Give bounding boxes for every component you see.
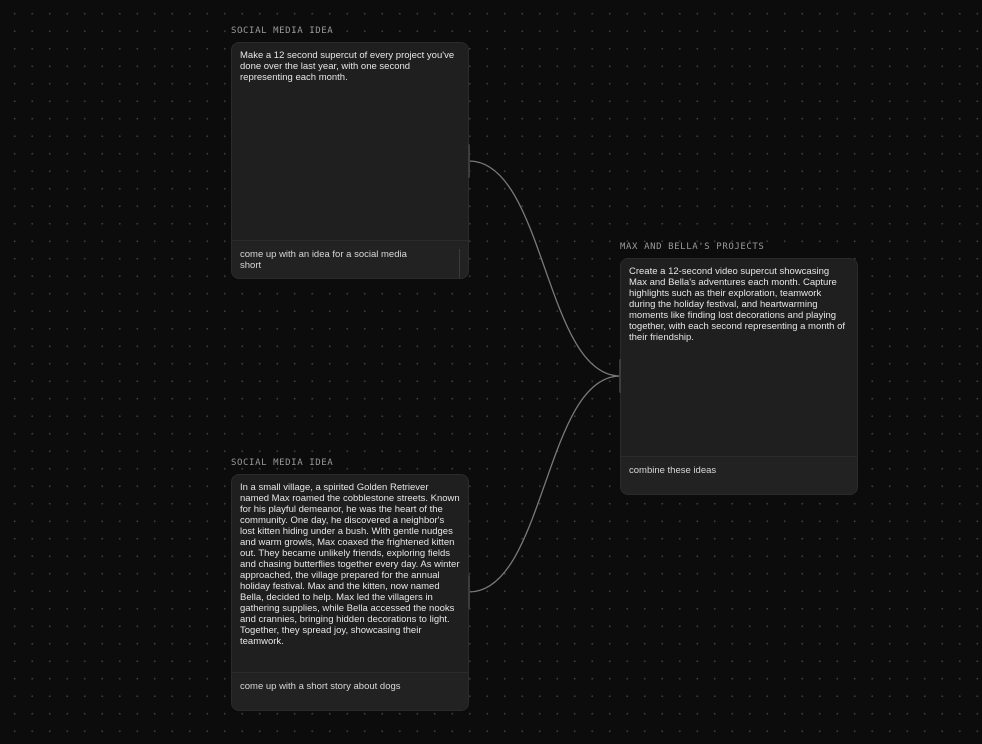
- node-label-max-and-bellas-projects: MAX AND BELLA'S PROJECTS: [620, 242, 765, 252]
- output-port[interactable]: [468, 575, 470, 609]
- node-label-social-media-idea-1: SOCIAL MEDIA IDEA: [231, 26, 334, 36]
- node-social-media-idea-1[interactable]: [231, 42, 469, 279]
- prompt-text: come up with an idea for a social media short: [240, 249, 460, 278]
- node-label-social-media-idea-2: SOCIAL MEDIA IDEA: [231, 458, 334, 468]
- node-output-text: Create a 12-second video supercut showcasing Max and Bella's adventures each month. Capture highlights such as their exploration, teamwork during the holiday festival, and heartwarming moments like finding lost decorations and playing together, with each second representing a month of their friendship.: [629, 266, 845, 343]
- prompt-input[interactable]: [232, 240, 468, 278]
- prompt-text: come up with a short story about dogs: [240, 681, 401, 692]
- node-max-and-bellas-projects[interactable]: [620, 258, 858, 495]
- prompt-input[interactable]: [232, 672, 468, 710]
- input-port[interactable]: [619, 359, 621, 393]
- prompt-input[interactable]: [621, 456, 857, 494]
- node-output-text: In a small village, a spirited Golden Retriever named Max roamed the cobblestone streets. Known for his playful demeanor, he was the heart of the community. One day, he discovered a neighbor's lost kitten hiding under a bush. With gentle nudges and warm growls, Max coaxed the frightened kitten out. They became unlikely friends, exploring fields and chasing butterflies together every day. As winter approached, the village prepared for the annual holiday festival. Max and the kitten, now named Bella, decided to help. Max led the villagers in gathering supplies, while Bella accessed the nooks and crannies, bringing hidden decorations to light. Together, they spread joy, showcasing their teamwork.: [240, 482, 460, 647]
- node-social-media-idea-2[interactable]: [231, 474, 469, 711]
- prompt-text: combine these ideas: [629, 465, 717, 476]
- node-output-text: Make a 12 second supercut of every project you've done over the last year, with one second representing each month.: [240, 50, 455, 83]
- output-port[interactable]: [468, 144, 470, 178]
